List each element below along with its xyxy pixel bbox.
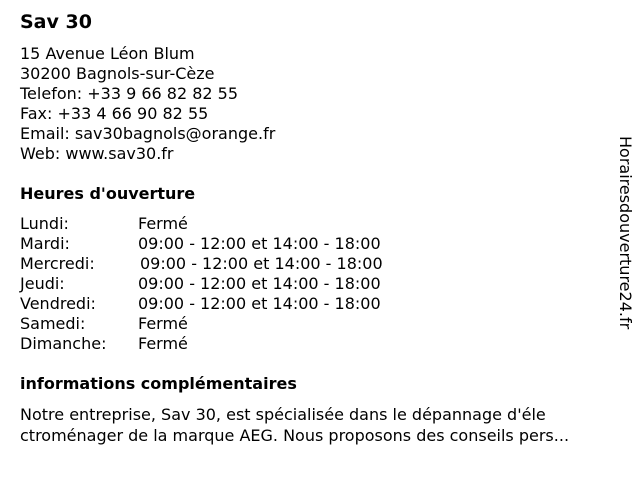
time-value: 09:00 - 12:00 et 14:00 - 18:00 [138,294,381,313]
watermark-text: Horairesdouverture24.fr [616,136,635,330]
time-value: Fermé [138,314,188,333]
day-label: Mardi: [20,234,70,253]
business-name: Sav 30 [20,11,92,33]
time-value: Fermé [138,334,188,353]
description-line-2: ctroménager de la marque AEG. Nous proposons des conseils pers... [20,426,570,445]
contact-block [20,44,275,164]
day-label: Jeudi: [20,274,65,293]
time-value: 09:00 - 12:00 et 14:00 - 18:00 [138,234,381,253]
address-line-1: 15 Avenue Léon Blum [20,44,195,63]
day-label: Mercredi: [20,254,95,273]
time-value: 09:00 - 12:00 et 14:00 - 18:00 [138,274,381,293]
description-line-1: Notre entreprise, Sav 30, est spécialisée dans le dépannage d'éle [20,405,546,424]
description-text [20,404,620,446]
fax-text: Fax: +33 4 66 90 82 55 [20,104,209,123]
phone-text: Telefon: +33 9 66 82 82 55 [20,84,239,103]
day-label: Samedi: [20,314,86,333]
time-value: Fermé [138,214,188,233]
day-label: Dimanche: [20,334,107,353]
site-watermark [612,136,636,346]
day-label: Lundi: [20,214,69,233]
opening-hours-heading: Heures d'ouverture [20,184,196,203]
additional-info-heading: informations complémentaires [20,374,297,393]
time-value: 09:00 - 12:00 et 14:00 - 18:00 [140,254,383,273]
day-label: Vendredi: [20,294,96,313]
address-line-2: 30200 Bagnols-sur-Cèze [20,64,215,83]
email-text: Email: sav30bagnols@orange.fr [20,124,276,143]
web-text: Web: www.sav30.fr [20,144,174,163]
